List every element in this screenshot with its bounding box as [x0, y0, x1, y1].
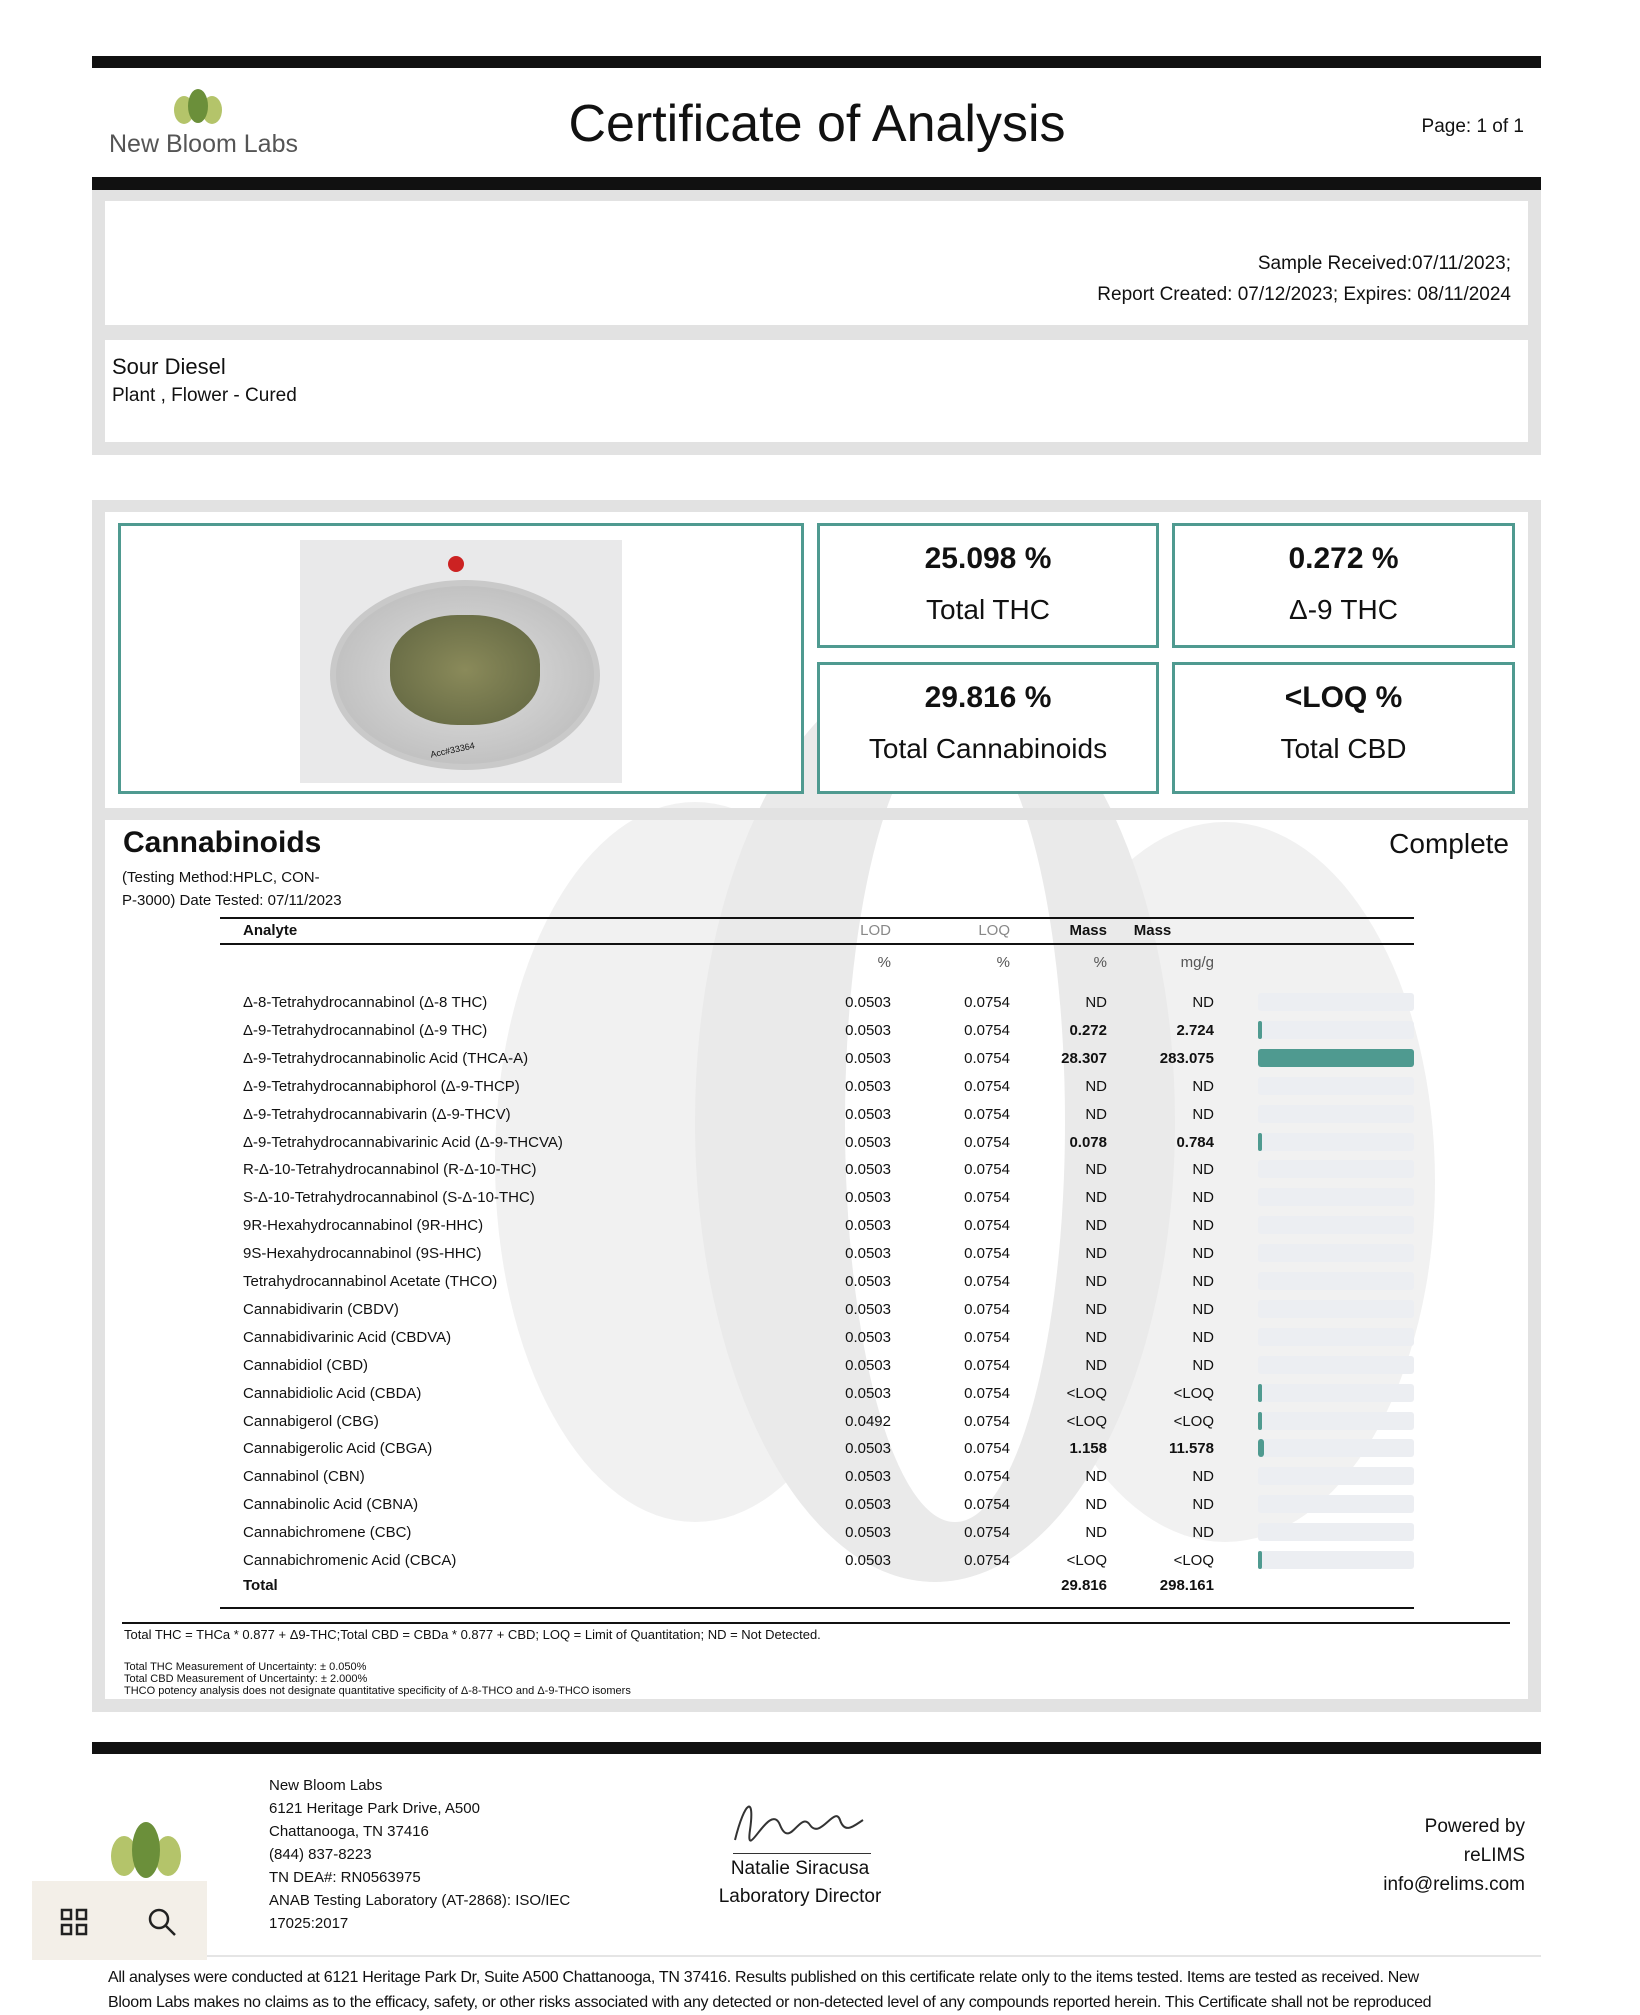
result-bar-fill [1258, 1439, 1264, 1457]
mass-percent: ND [1085, 1300, 1107, 1318]
sample-photo [300, 540, 622, 783]
mass-percent: <LOQ [1066, 1412, 1107, 1430]
loq: 0.0754 [964, 1328, 1010, 1346]
mass-mg-g: 2.724 [1176, 1021, 1214, 1039]
lod: 0.0503 [845, 1300, 891, 1318]
photo-label: Acc#33364 [429, 740, 476, 760]
loq: 0.0754 [964, 1049, 1010, 1067]
result-bar-track [1258, 1105, 1414, 1123]
mass-percent: ND [1085, 1189, 1107, 1207]
table-row [220, 1046, 1414, 1072]
mass-mg-g: 11.578 [1168, 1440, 1214, 1458]
mass-percent: 0.272 [1069, 1021, 1107, 1039]
mass-percent: ND [1085, 1245, 1107, 1263]
stat-d9-thc: 0.272 % Δ-9 THC [1172, 523, 1515, 648]
signature [725, 1790, 865, 1850]
lod: 0.0503 [845, 1384, 891, 1402]
mass-mg-g: ND [1192, 1105, 1214, 1123]
analyte: Cannabichromenic Acid (CBCA) [243, 1552, 457, 1569]
lod: 0.0503 [845, 1189, 891, 1207]
footer-logo [108, 1820, 184, 1887]
section-title: Cannabinoids [123, 826, 322, 859]
sample-type: Plant , Flower - Cured [112, 385, 297, 406]
mass-percent: 28.307 [1061, 1049, 1107, 1067]
mass-mg-g: ND [1192, 1468, 1214, 1486]
method-line1: (Testing Method:HPLC, CON- [122, 869, 320, 886]
lod: 0.0503 [845, 1273, 891, 1290]
analyte: Cannabigerolic Acid (CBGA) [243, 1440, 433, 1458]
loq: 0.0754 [964, 1161, 1010, 1179]
loq: 0.0754 [964, 1440, 1010, 1458]
mass-percent: ND [1085, 1105, 1107, 1123]
uncertainty-notes: Total THC Measurement of Uncertainty: ± 0.050% Total CBD Measurement of Uncertainty: ± 2.000% THCO potency analysis does not designate quantitative specificity of Δ-8-THCO and Δ-9-THCO isomers [124, 1661, 631, 1697]
report-created: Report Created: 07/12/2023; Expires: 08/11/2024 [1097, 284, 1511, 305]
loq: 0.0754 [964, 1412, 1010, 1430]
analyte: 9S-Hexahydrocannabinol (9S-HHC) [243, 1245, 482, 1263]
mass-mg-g: ND [1192, 1077, 1214, 1095]
lod: 0.0503 [845, 1161, 891, 1179]
footer-rule [92, 1742, 1541, 1754]
lod: 0.0503 [845, 1552, 891, 1569]
result-bar-track [1258, 1328, 1414, 1346]
result-bar-track [1258, 1272, 1414, 1290]
table-row [220, 1102, 1414, 1128]
mass-percent: ND [1085, 1328, 1107, 1346]
table-row [220, 1353, 1414, 1379]
result-bar-fill [1258, 1021, 1262, 1039]
table-row [220, 1018, 1414, 1044]
table-row [220, 1074, 1414, 1100]
stat-total-cbd: <LOQ % Total CBD [1172, 662, 1515, 794]
lod: 0.0503 [845, 1049, 891, 1067]
stat-total-thc: 25.098 % Total THC [817, 523, 1159, 648]
lod: 0.0503 [845, 1217, 891, 1235]
result-bar-track [1258, 1021, 1414, 1039]
mass-mg-g: 283.075 [1159, 1049, 1214, 1067]
top-rule [92, 56, 1541, 68]
table-row [220, 1409, 1414, 1435]
analyte: Cannabinol (CBN) [243, 1468, 365, 1486]
mass-mg-g: ND [1192, 1496, 1214, 1514]
mass-percent: ND [1085, 1273, 1107, 1290]
lod: 0.0503 [845, 1021, 891, 1039]
lod: 0.0503 [845, 994, 891, 1011]
mass-mg-g: <LOQ [1173, 1412, 1214, 1430]
signature-line [733, 1853, 871, 1854]
table-row [220, 1213, 1414, 1239]
lod: 0.0503 [845, 1356, 891, 1374]
table-row [220, 1520, 1414, 1546]
mass-mg-g: ND [1192, 1300, 1214, 1318]
mass-mg-g: ND [1192, 1217, 1214, 1235]
lod: 0.0503 [845, 1468, 891, 1486]
lod: 0.0503 [845, 1440, 891, 1458]
mass-mg-g: ND [1192, 1328, 1214, 1346]
analyte: Δ-8-Tetrahydrocannabinol (Δ-8 THC) [243, 994, 488, 1011]
result-bar-fill [1258, 1551, 1262, 1569]
table-rule [220, 943, 1414, 945]
result-bar-track [1258, 1216, 1414, 1234]
result-bar-track [1258, 1356, 1414, 1374]
lab-address: New Bloom Labs 6121 Heritage Park Drive, A500 Chattanooga, TN 37416 (844) 837-8223 TN DEA#: RN0563975 ANAB Testing Laboratory (AT-2868): ISO/IEC 17025:2017 [269, 1777, 571, 1932]
result-bar-fill [1258, 1412, 1262, 1430]
loq: 0.0754 [964, 1133, 1010, 1151]
mass-mg-g: ND [1192, 1524, 1214, 1542]
loq: 0.0754 [964, 1468, 1010, 1486]
status: Complete [1389, 828, 1509, 859]
mass-percent: ND [1085, 1356, 1107, 1374]
viewer-toolbar [32, 1881, 207, 1960]
lod: 0.0503 [845, 1105, 891, 1123]
table-row [220, 1269, 1414, 1295]
loq: 0.0754 [964, 1356, 1010, 1374]
mass-mg-g: ND [1192, 1245, 1214, 1263]
mass-mg-g: 0.784 [1176, 1133, 1214, 1151]
table-row [220, 1492, 1414, 1518]
table-row [220, 1548, 1414, 1574]
analyte: Δ-9-Tetrahydrocannabivarin (Δ-9-THCV) [243, 1105, 511, 1123]
mass-percent: <LOQ [1066, 1384, 1107, 1402]
loq: 0.0754 [964, 1105, 1010, 1123]
result-bar-track [1258, 1439, 1414, 1457]
loq: 0.0754 [964, 994, 1010, 1011]
header-rule [92, 177, 1541, 190]
result-bar-track [1258, 1467, 1414, 1485]
note-rule [122, 1622, 1510, 1624]
mass-percent: ND [1085, 1217, 1107, 1235]
loq: 0.0754 [964, 1300, 1010, 1318]
mass-mg-g: ND [1192, 1161, 1214, 1179]
signer-name: Natalie Siracusa [730, 1858, 870, 1879]
result-bar-track [1258, 1412, 1414, 1430]
analyte: Cannabichromene (CBC) [243, 1524, 412, 1542]
grid-icon[interactable] [60, 1908, 88, 1936]
mass-percent: ND [1085, 1496, 1107, 1514]
mass-mg-g: <LOQ [1173, 1552, 1214, 1569]
analyte: Δ-9-Tetrahydrocannabivarinic Acid (Δ-9-THCVA) [243, 1133, 563, 1151]
formula-note: Total THC = THCa * 0.877 + Δ9-THC;Total CBD = CBDa * 0.877 + CBD; LOQ = Limit of Quantitation; ND = Not Detected. [124, 1627, 821, 1642]
table-row [220, 1325, 1414, 1351]
table-row [220, 1241, 1414, 1267]
page-title: Certificate of Analysis [568, 95, 1066, 153]
table-row [220, 1130, 1414, 1156]
mass-percent: ND [1085, 1077, 1107, 1095]
loq: 0.0754 [964, 1245, 1010, 1263]
analyte: Cannabinolic Acid (CBNA) [243, 1496, 419, 1514]
analyte: Δ-9-Tetrahydrocannabinolic Acid (THCA-A) [243, 1049, 529, 1067]
lod: 0.0503 [845, 1245, 891, 1263]
analyte: R-Δ-10-Tetrahydrocannabinol (R-Δ-10-THC) [243, 1161, 537, 1179]
sample-info-panel [92, 190, 1541, 455]
analyte: Δ-9-Tetrahydrocannabinol (Δ-9 THC) [243, 1021, 488, 1039]
analyte: Cannabidiol (CBD) [243, 1356, 369, 1374]
result-bar-fill [1258, 1049, 1414, 1067]
loq: 0.0754 [964, 1273, 1010, 1290]
sample-photo-box [118, 523, 804, 794]
stat-total-cannabinoids: 29.816 % Total Cannabinoids [817, 662, 1159, 794]
table-row [220, 990, 1414, 1016]
mass-percent: 1.158 [1069, 1440, 1107, 1458]
analyte: Cannabidivarin (CBDV) [243, 1300, 399, 1318]
result-bar-track [1258, 1077, 1414, 1095]
table-rule [220, 1607, 1414, 1609]
analyte: Δ-9-Tetrahydrocannabiphorol (Δ-9-THCP) [243, 1077, 520, 1095]
mass-percent: ND [1085, 994, 1107, 1011]
signer-title: Laboratory Director [718, 1886, 882, 1907]
loq: 0.0754 [964, 1021, 1010, 1039]
loq: 0.0754 [964, 1524, 1010, 1542]
lod: 0.0503 [845, 1077, 891, 1095]
mass-percent: 0.078 [1069, 1133, 1107, 1151]
footer-divider [160, 1955, 1541, 1957]
loq: 0.0754 [964, 1552, 1010, 1569]
table-row [220, 1297, 1414, 1323]
analyte: Cannabidivarinic Acid (CBDVA) [243, 1328, 452, 1346]
powered-by: Powered by reLIMS info@relims.com [1383, 1816, 1525, 1895]
sample-name: Sour Diesel [112, 354, 226, 379]
result-bar-fill [1258, 1384, 1262, 1402]
result-bar-track [1258, 1133, 1414, 1151]
loq: 0.0754 [964, 1384, 1010, 1402]
lod: 0.0492 [845, 1412, 891, 1430]
analyte: S-Δ-10-Tetrahydrocannabinol (S-Δ-10-THC) [243, 1189, 535, 1207]
lab-name: New Bloom Labs [109, 130, 298, 158]
method-line2: P-3000) Date Tested: 07/11/2023 [122, 892, 342, 909]
analyte: 9R-Hexahydrocannabinol (9R-HHC) [243, 1217, 484, 1235]
page-number: Page: 1 of 1 [1421, 116, 1524, 137]
mass-mg-g: ND [1192, 1189, 1214, 1207]
table-header: Analyte LOD LOQ Mass Mass [243, 922, 1172, 939]
table-row [220, 1185, 1414, 1211]
units-row: % % % mg/g [877, 954, 1214, 971]
mass-mg-g: ND [1192, 1356, 1214, 1374]
result-bar-track [1258, 1049, 1414, 1067]
loq: 0.0754 [964, 1496, 1010, 1514]
loq: 0.0754 [964, 1217, 1010, 1235]
result-bar-track [1258, 1300, 1414, 1318]
lod: 0.0503 [845, 1524, 891, 1542]
table-row [220, 1464, 1414, 1490]
analyte: Tetrahydrocannabinol Acetate (THCO) [243, 1273, 498, 1290]
analyte: Cannabigerol (CBG) [243, 1412, 379, 1430]
table-row [220, 1436, 1414, 1462]
result-bar-track [1258, 993, 1414, 1011]
divider [105, 808, 1528, 820]
result-bar-track [1258, 1160, 1414, 1178]
result-bar-track [1258, 1244, 1414, 1262]
result-bar-track [1258, 1523, 1414, 1541]
table-row [220, 1381, 1414, 1407]
table-row [220, 1157, 1414, 1183]
mass-percent: ND [1085, 1161, 1107, 1179]
loq: 0.0754 [964, 1077, 1010, 1095]
result-bar-track [1258, 1188, 1414, 1206]
result-bar-track [1258, 1551, 1414, 1569]
mass-percent: <LOQ [1066, 1552, 1107, 1569]
result-bar-track [1258, 1384, 1414, 1402]
search-icon[interactable] [147, 1907, 177, 1937]
lod: 0.0503 [845, 1133, 891, 1151]
total-row: Total 29.816 298.161 [243, 1577, 1214, 1594]
disclaimer: All analyses were conducted at 6121 Heritage Park Dr, Suite A500 Chattanooga, TN 37416. Results published on this certificate relate only to the items tested. Items are tested as received. New Bloom Labs makes no claims as to the efficacy, safety, or other risks associated with any detected or non-detected level of any compounds reported herein. This Certificate shall not be reproduced [108, 1969, 1432, 2011]
mass-mg-g: ND [1192, 1273, 1214, 1290]
loq: 0.0754 [964, 1189, 1010, 1207]
lod: 0.0503 [845, 1328, 891, 1346]
result-bar-track [1258, 1495, 1414, 1513]
sample-received: Sample Received:07/11/2023; [1257, 253, 1511, 274]
mass-percent: ND [1085, 1524, 1107, 1542]
mass-mg-g: <LOQ [1173, 1384, 1214, 1402]
analyte: Cannabidiolic Acid (CBDA) [243, 1384, 422, 1402]
mass-percent: ND [1085, 1468, 1107, 1486]
result-bar-fill [1258, 1133, 1262, 1151]
mass-mg-g: ND [1192, 994, 1214, 1011]
lod: 0.0503 [845, 1496, 891, 1514]
